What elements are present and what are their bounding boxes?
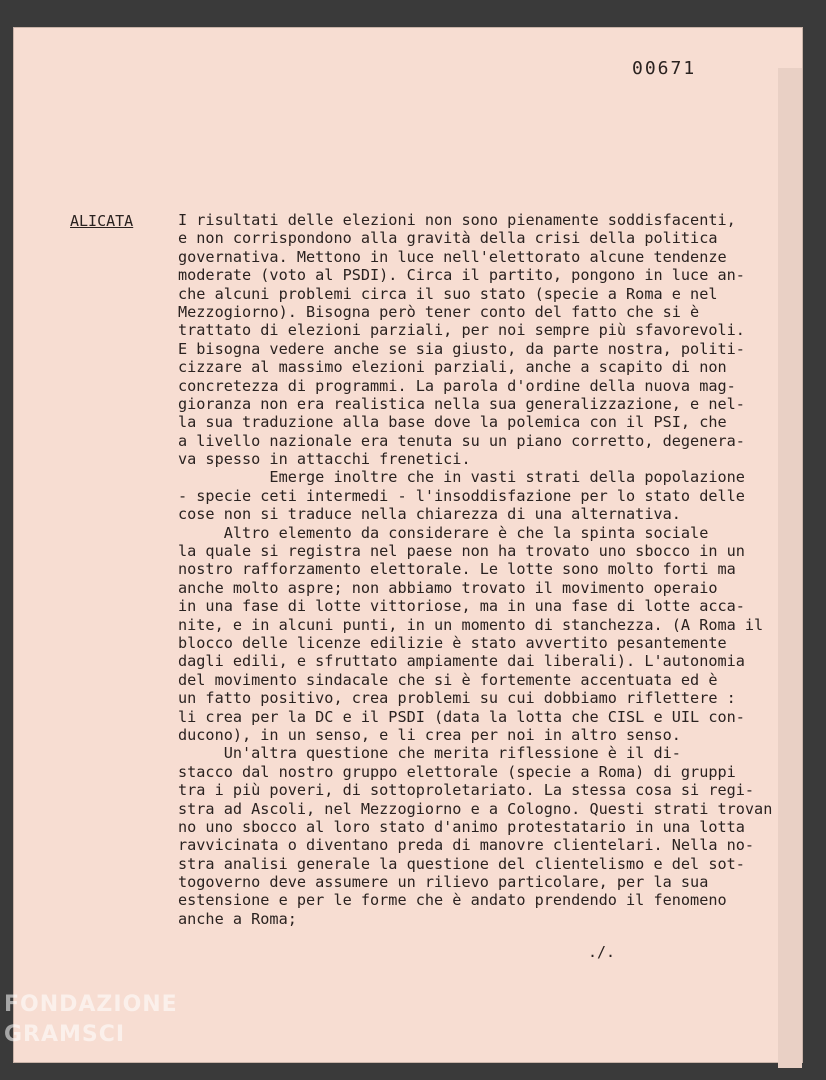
text-line: tra i più poveri, di sottoproletariato. La stessa cosa si regi- [178, 781, 755, 800]
text-line: che alcuni problemi circa il suo stato (specie a Roma e nel [178, 284, 718, 303]
text-line: stra ad Ascoli, nel Mezzogiorno e a Cologno. Questi strati trovan [178, 799, 773, 818]
text-line: del movimento sindacale che si è fortemente accentuata ed è [178, 670, 718, 689]
text-line: anche a Roma; [178, 909, 297, 928]
text-line: blocco delle licenze edilizie è stato avvertito pesantemente [178, 633, 727, 652]
document-number: 00671 [632, 58, 697, 79]
text-line: stacco dal nostro gruppo elettorale (specie a Roma) di gruppi [178, 762, 736, 781]
text-line: a livello nazionale era tenuta su un piano corretto, degenera- [178, 431, 745, 450]
text-line: stra analisi generale la questione del clientelismo e del sot- [178, 854, 745, 873]
text-line: moderate (voto al PSDI). Circa il partito, pongono in luce an- [178, 266, 745, 285]
text-line: estensione e per le forme che è andato prendendo il fenomeno [178, 891, 727, 910]
text-line: Emerge inoltre che in vasti strati della popolazione [178, 468, 745, 487]
text-line: Un'altra questione che merita riflessione è il di- [178, 744, 681, 763]
archive-watermark [4, 990, 178, 1050]
continuation-mark: ./. [588, 943, 616, 961]
text-line: togoverno deve assumere un rilievo particolare, per la sua [178, 873, 709, 892]
text-line: E bisogna vedere anche se sia giusto, da parte nostra, politi- [178, 339, 745, 358]
text-line: in una fase di lotte vittoriose, ma in una fase di lotte acca- [178, 597, 745, 616]
text-line: dagli edili, e sfruttato ampiamente dai liberali). L'autonomia [178, 652, 745, 671]
text-line: no uno sbocco al loro stato d'animo protestatario in una lotta [178, 817, 745, 836]
text-line: - specie ceti intermedi - l'insoddisfazione per lo stato delle [178, 486, 745, 505]
text-line: Mezzogiorno). Bisogna però tener conto del fatto che si è [178, 302, 700, 321]
text-line: concretezza di programmi. La parola d'ordine della nuova mag- [178, 376, 736, 395]
watermark-line-1: FONDAZIONE [4, 992, 178, 1017]
text-line: cizzare al massimo elezioni parziali, anche a scapito di non [178, 358, 727, 377]
text-line: Altro elemento da considerare è che la spinta sociale [178, 523, 709, 542]
watermark-line-2: GRAMSCI [4, 1022, 126, 1047]
text-line: la quale si registra nel paese non ha trovato uno sbocco in un [178, 542, 745, 561]
text-line: un fatto positivo, crea problemi su cui dobbiamo riflettere : [178, 689, 736, 708]
text-line: anche molto aspre; non abbiamo trovato il movimento operaio [178, 578, 718, 597]
speaker-name: ALICATA [70, 212, 134, 230]
text-line: gioranza non era realistica nella sua generalizzazione, e nel- [178, 394, 745, 413]
speech-text [178, 211, 788, 928]
text-line: la sua traduzione alla base dove la polemica con il PSI, che [178, 413, 727, 432]
text-line: trattato di elezioni parziali, per noi sempre più sfavorevoli. [178, 321, 745, 340]
text-line: nostro rafforzamento elettorale. Le lotte sono molto forti ma [178, 560, 736, 579]
text-line: nite, e in alcuni punti, in un momento di stanchezza. (A Roma il [178, 615, 764, 634]
text-line: ducono), in un senso, e li crea per noi in altro senso. [178, 725, 681, 744]
text-line: e non corrispondono alla gravità della crisi della politica [178, 229, 718, 248]
text-line: ravvicinata o diventano preda di manovre clientelari. Nella no- [178, 836, 755, 855]
text-line: cose non si traduce nella chiarezza di una alternativa. [178, 505, 681, 524]
text-line: li crea per la DC e il PSDI (data la lotta che CISL e UIL con- [178, 707, 745, 726]
text-line: I risultati delle elezioni non sono pienamente soddisfacenti, [178, 211, 736, 229]
text-line: va spesso in attacchi frenetici. [178, 450, 471, 469]
text-line: governativa. Mettono in luce nell'elettorato alcune tendenze [178, 247, 727, 266]
